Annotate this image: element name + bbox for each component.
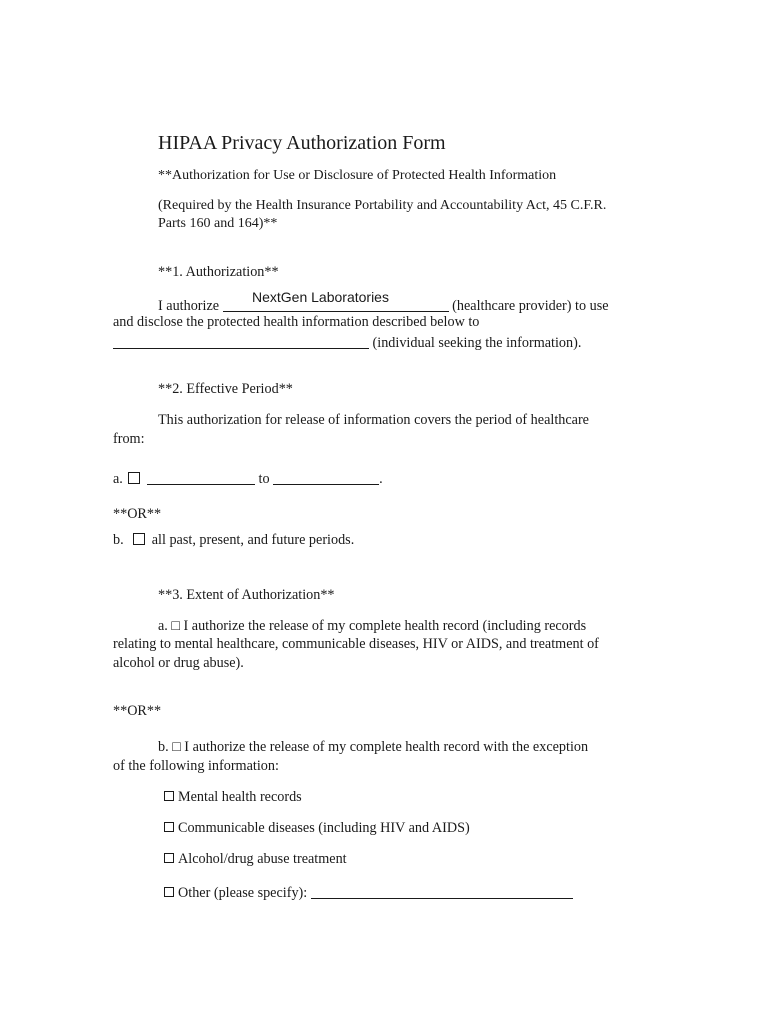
exception-label: Other (please specify):	[178, 885, 308, 902]
form-title: HIPAA Privacy Authorization Form	[158, 132, 446, 154]
individual-field[interactable]	[113, 334, 369, 349]
period-from-field[interactable]	[147, 470, 255, 485]
to-word: to	[258, 471, 270, 488]
other-specify-field[interactable]	[311, 884, 573, 899]
option-b-label: b.	[113, 532, 124, 548]
period-dot: .	[379, 471, 383, 488]
individual-suffix: (individual seeking the information).	[372, 335, 582, 352]
exception-checkbox[interactable]	[164, 791, 174, 801]
exception-checkbox[interactable]	[164, 822, 174, 832]
extent-a-line1[interactable]: a. □ I authorize the release of my complete health record (including records	[158, 618, 587, 634]
option-a-label: a.	[113, 471, 123, 488]
exception-communicable[interactable]	[164, 820, 470, 837]
individual-line	[113, 332, 581, 352]
required-note-line1: (Required by the Health Insurance Portability and Accountability Act, 45 C.F.R.	[158, 198, 607, 213]
option-a-checkbox[interactable]	[128, 472, 140, 484]
period-line2: from:	[113, 431, 145, 447]
form-subtitle: **Authorization for Use or Disclosure of Protected Health Information	[158, 168, 557, 183]
option-b-checkbox[interactable]	[133, 533, 145, 545]
extent-a-line2: relating to mental healthcare, communicable diseases, HIV or AIDS, and treatment of	[113, 636, 599, 652]
extent-or: **OR**	[113, 703, 162, 719]
extent-b-line1[interactable]: b. □ I authorize the release of my complete health record with the exception	[158, 739, 589, 755]
exception-other[interactable]	[164, 882, 573, 902]
exception-alcohol-drug[interactable]	[164, 851, 347, 868]
section2-heading: **2. Effective Period**	[158, 381, 293, 397]
extent-a-line3: alcohol or drug abuse).	[113, 655, 244, 671]
provider-value[interactable]: NextGen Laboratories	[252, 289, 389, 305]
exception-checkbox[interactable]	[164, 853, 174, 863]
exception-label: Mental health records	[178, 789, 302, 805]
provider-suffix: (healthcare provider) to use	[452, 298, 609, 315]
exception-mental-health[interactable]	[164, 789, 302, 806]
period-or: **OR**	[113, 506, 162, 522]
extent-b-line2: of the following information:	[113, 758, 279, 774]
period-option-a	[113, 468, 383, 488]
disclose-line: and disclose the protected health information described below to	[113, 314, 480, 330]
period-line1: This authorization for release of information covers the period of healthcare	[158, 412, 589, 428]
section1-heading: **1. Authorization**	[158, 264, 279, 280]
authorize-prefix: I authorize	[158, 298, 220, 315]
exception-checkbox[interactable]	[164, 887, 174, 897]
period-option-b	[113, 532, 354, 549]
option-b-text: all past, present, and future periods.	[151, 532, 355, 548]
period-to-field[interactable]	[273, 470, 379, 485]
exception-label: Alcohol/drug abuse treatment	[178, 851, 347, 867]
exception-label: Communicable diseases (including HIV and AIDS)	[178, 820, 470, 836]
required-note-line2: Parts 160 and 164)**	[158, 216, 278, 231]
section3-heading: **3. Extent of Authorization**	[158, 587, 335, 603]
